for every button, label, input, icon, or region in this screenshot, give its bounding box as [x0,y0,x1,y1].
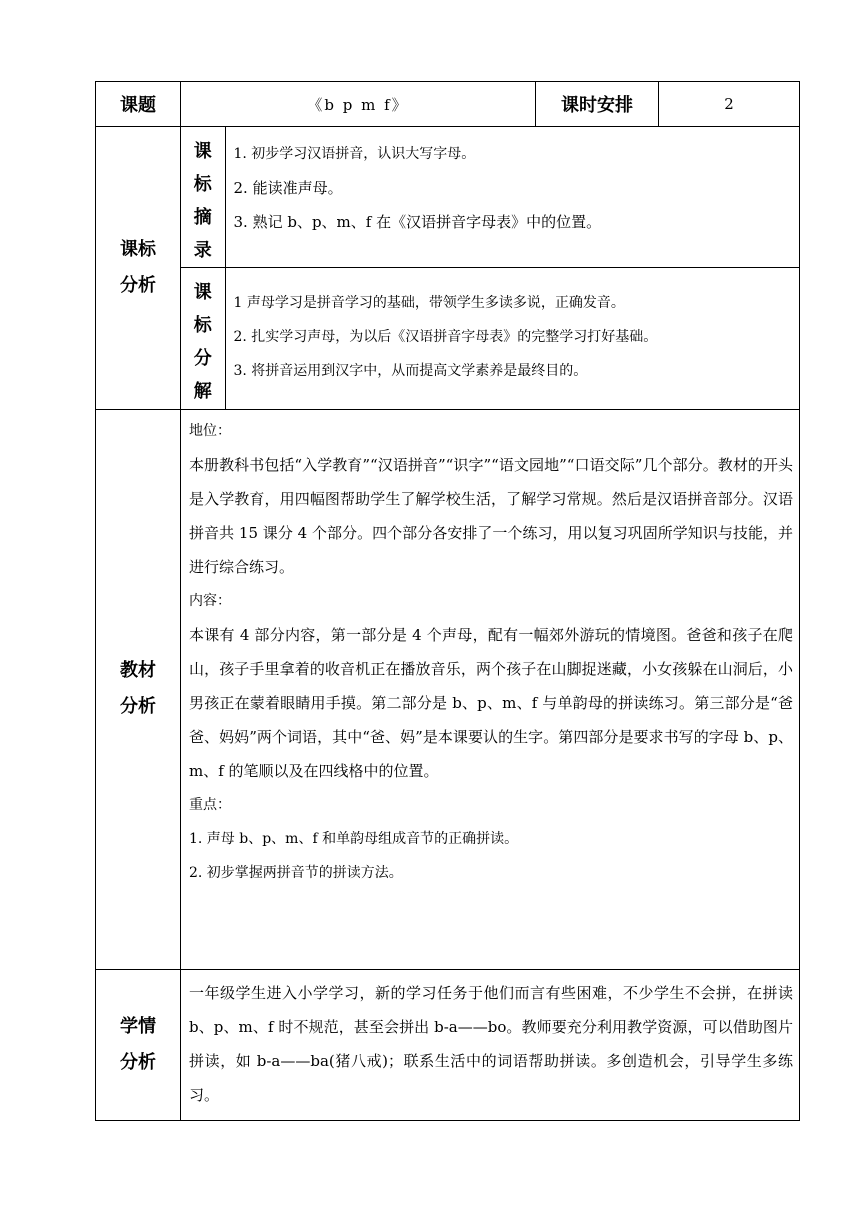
learner-label [96,969,181,1120]
breakdown-label: 课 标 分 解 [181,268,225,409]
excerpt-item: 3. 熟记 b、p、m、f 在《汉语拼音字母表》中的位置。 [233,213,602,231]
curriculum-label [96,127,181,410]
excerpt-list [225,127,799,268]
content-heading: 内容： [189,592,231,609]
learner-detail [181,969,800,1120]
curriculum-row [96,127,800,410]
focus-heading: 重点： [189,796,231,813]
lesson-title: 《b p m f》 [181,82,536,127]
textbook-row [96,409,800,969]
textbook-label-line1: 教材 [120,660,156,681]
topic-label: 课题 [96,82,181,127]
schedule-value: 2 [659,82,800,127]
schedule-label: 课时安排 [536,82,659,127]
breakdown-list [225,268,799,409]
curriculum-inner-table [181,127,799,409]
position-heading: 地位： [189,422,231,439]
excerpt-label: 课 标 摘 录 [181,127,225,268]
position-paragraph: 本册教科书包括“入学教育”“汉语拼音”“识字”“语文园地”“口语交际”几个部分。教材的开头是入学教育，用四幅图帮助学生了解学校生活，了解学习常规。然后是汉语拼音部分。汉语拼音共 15 课分 4 个部分。四个部分各安排了一个练习，用以复习巩固所学知识与技能，并进行综合练习。 [189,455,794,576]
breakdown-item: 1 声母学习是拼音学习的基础，带领学生多读多说，正确发音。 [233,295,625,311]
excerpt-item: 2. 能读准声母。 [233,179,343,197]
learner-label-line1: 学情 [120,1015,156,1037]
lesson-plan-sheet [95,81,799,1121]
curriculum-detail [181,127,800,410]
breakdown-item: 2. 扎实学习声母，为以后《汉语拼音字母表》的完整学习打好基础。 [233,329,658,345]
lesson-plan-table [95,81,800,1121]
breakdown-item: 3. 将拼音运用到汉字中，从而提高文学素养是最终目的。 [233,363,588,379]
textbook-label [96,409,181,969]
focus-item: 2. 初步掌握两拼音节的拼读方法。 [189,864,403,881]
content-paragraph: 本课有 4 部分内容，第一部分是 4 个声母，配有一幅郊外游玩的情境图。爸爸和孩子在爬山，孩子手里拿着的收音机正在播放音乐，两个孩子在山脚捉迷藏，小女孩躲在山洞后，小男孩正在蒙着眼睛用手摸。第二部分是 b、p、m、f 与单韵母的拼读练习。第三部分是“爸爸、妈妈”两个词语，其中“爸、妈”是本课要认的生字。第四部分是要求书写的字母 b、p、m、f 的笔顺以及在四线格中的位置。 [189,625,794,780]
excerpt-item: 1. 初步学习汉语拼音，认识大写字母。 [233,146,476,162]
breakdown-row [181,268,799,409]
curriculum-label-line2: 分析 [120,274,156,296]
curriculum-label-line1: 课标 [120,238,156,260]
header-row [96,82,800,127]
learner-row [96,969,800,1120]
focus-item: 1. 声母 b、p、m、f 和单韵母组成音节的正确拼读。 [189,830,519,847]
textbook-label-line2: 分析 [120,696,156,717]
learner-paragraph: 一年级学生进入小学学习，新的学习任务于他们而言有些困难，不少学生不会拼，在拼读 b、p、m、f 时不规范，甚至会拼出 b-a——bo。教师要充分利用教学资源，可以借助图片拼读，如 b-a——ba(猪八戒)；联系生活中的词语帮助拼读。多创造机会，引导学生多练习。 [189,983,794,1104]
learner-label-line2: 分析 [120,1051,156,1073]
textbook-detail [181,409,800,969]
excerpt-row [181,127,799,268]
